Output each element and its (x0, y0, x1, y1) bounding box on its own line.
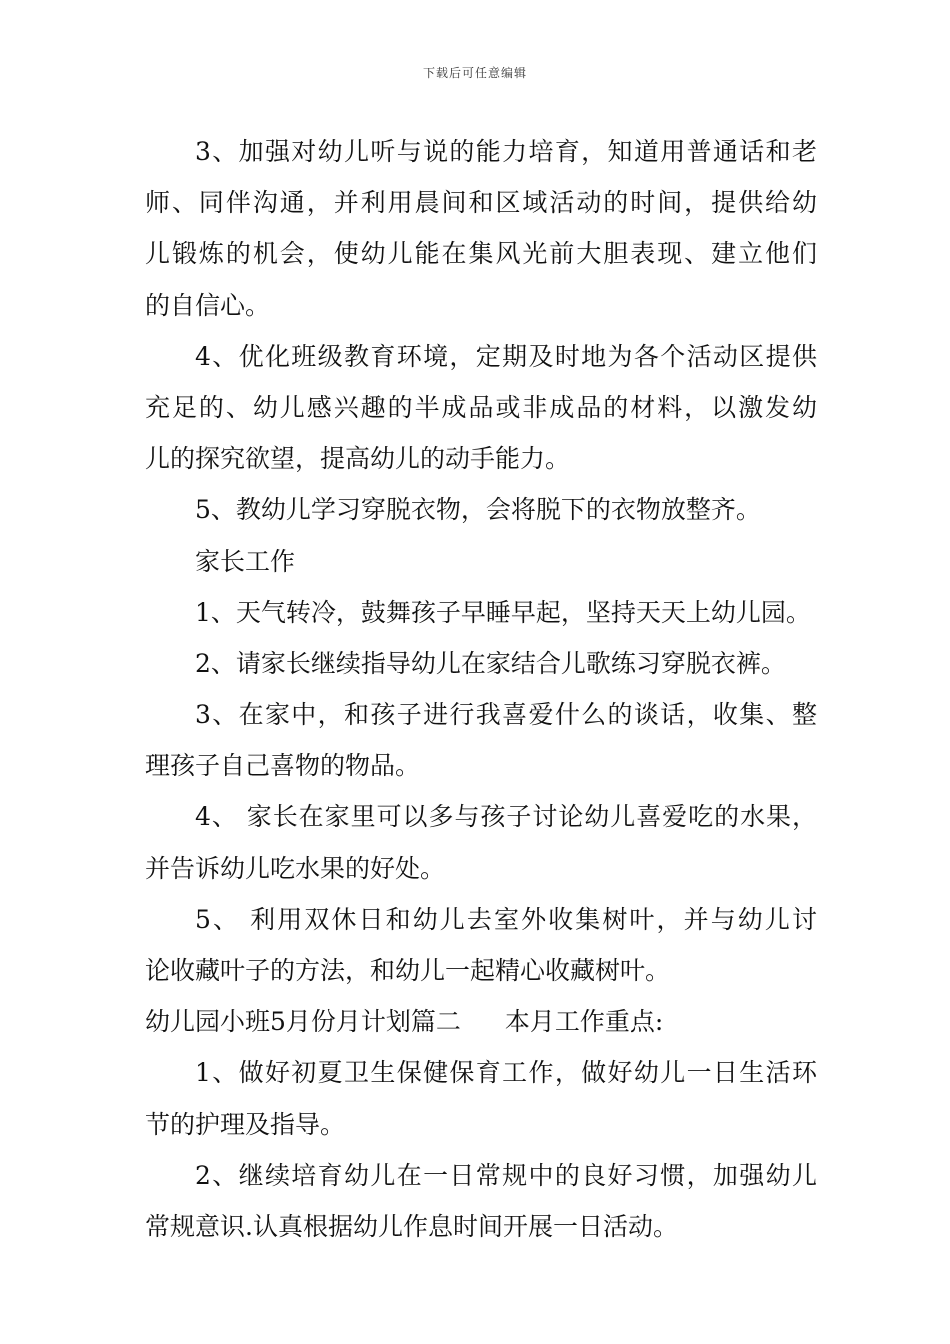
paragraph-line: 儿锻炼的机会，使幼儿能在集风光前大胆表现、建立他们 (145, 239, 817, 269)
paragraph-line: 3、在家中，和孩子进行我喜爱什么的谈话，收集、整 (195, 700, 817, 730)
document-body (145, 126, 817, 1252)
paragraph-line: 充足的、幼儿感兴趣的半成品或非成品的材料，以激发幼 (145, 392, 817, 422)
paragraph-line: 2、继续培育幼儿在一日常规中的良好习惯，加强幼儿 (195, 1160, 817, 1190)
section-title: 幼儿园小班5月份月计划篇二 (145, 1007, 461, 1037)
paragraph-line: 儿的探究欲望，提高幼儿的动手能力。 (145, 444, 571, 474)
paragraph-line: 5、教幼儿学习穿脱衣物，会将脱下的衣物放整齐。 (195, 495, 761, 525)
paragraph-line: 论收藏叶子的方法，和幼儿一起精心收藏树叶。 (145, 956, 671, 985)
paragraph-line: 的自信心。 (145, 290, 271, 320)
header-note: 下载后可任意编辑 (422, 66, 527, 80)
paragraph-line: 2、请家长继续指导幼儿在家结合儿歌练习穿脱衣裤。 (195, 648, 786, 678)
section-subtitle: 本月工作重点: (504, 1007, 664, 1037)
paragraph-line: 并告诉幼儿吃水果的好处。 (145, 853, 446, 883)
paragraph-line: 节的护理及指导。 (145, 1109, 346, 1139)
subsection-heading: 家长工作 (195, 546, 296, 576)
paragraph-line: 常规意识.认真根据幼儿作息时间开展一日活动。 (145, 1211, 678, 1241)
paragraph-line: 4、优化班级教育环境，定期及时地为各个活动区提供 (195, 341, 817, 371)
paragraph-line: 1、做好初夏卫生保健保育工作，做好幼儿一日生活环 (195, 1058, 817, 1088)
paragraph-line: 5、 利用双休日和幼儿去室外收集树叶，并与幼儿讨 (195, 904, 817, 934)
paragraph-line: 1、天气转冷，鼓舞孩子早睡早起，坚持天天上幼儿园。 (195, 597, 811, 627)
paragraph-line: 4、 家长在家里可以多与孩子讨论幼儿喜爱吃的水果， (195, 802, 817, 832)
paragraph-line: 师、同伴沟通，并利用晨间和区域活动的时间，提供给幼 (145, 188, 817, 218)
section-heading (145, 996, 817, 1047)
paragraph-line: 3、加强对幼儿听与说的能力培育，知道用普通话和老 (195, 137, 817, 166)
paragraph-line: 理孩子自己喜物的物品。 (145, 751, 421, 781)
